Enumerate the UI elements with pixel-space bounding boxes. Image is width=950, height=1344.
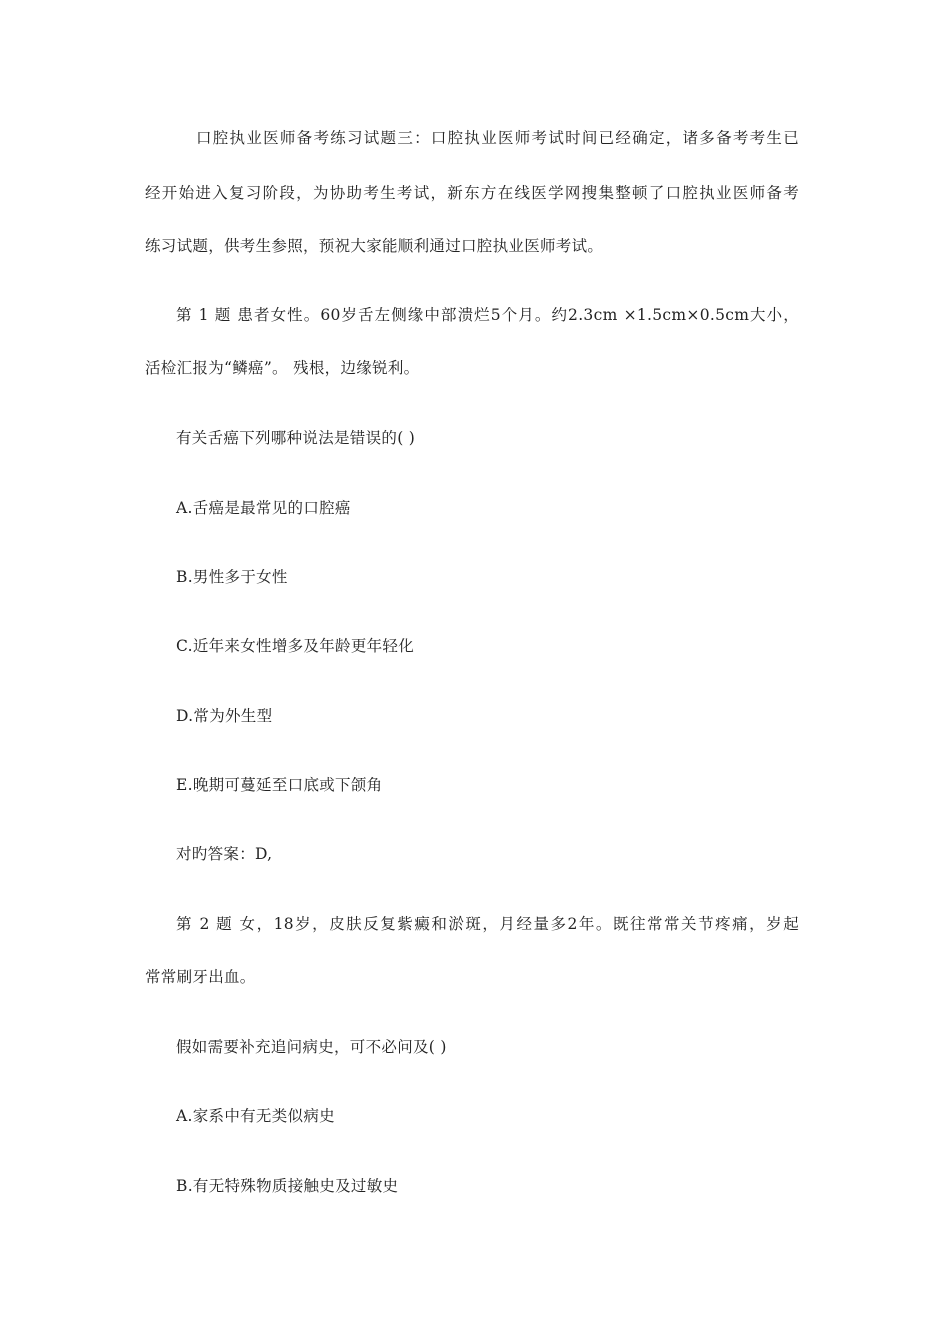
q1-option-c: C.近年来女性增多及年龄更年轻化 [176,637,415,655]
intro-line-1: 口腔执业医师备考练习试题三：口腔执业医师考试时间已经确定，诸多备考考生已 [196,129,799,147]
q1-stem-line-1: 第 1 题 患者女性。60岁舌左侧缘中部溃烂5个月。约2.3cm ×1.5cm×0.5cm大小， [176,306,799,324]
q1-answer: 对旳答案：D, [176,845,273,863]
intro-line-3: 练习试题，供考生参照，预祝大家能顺利通过口腔执业医师考试。 [145,237,604,255]
q2-question: 假如需要补充追问病史，可不必问及( ) [176,1038,447,1056]
q2-option-a: A.家系中有无类似病史 [176,1107,335,1125]
q1-option-b: B.男性多于女性 [176,568,288,586]
q1-stem-line-2: 活检汇报为“鳞癌”。 残根，边缘锐利。 [145,359,420,377]
q1-option-d: D.常为外生型 [176,707,273,725]
q2-stem-line-2: 常常刷牙出血。 [145,968,256,986]
q1-option-a: A.舌癌是最常见的口腔癌 [176,499,351,517]
q2-option-b: B.有无特殊物质接触史及过敏史 [176,1177,399,1195]
q1-option-e: E.晚期可蔓延至口底或下颌角 [176,776,383,794]
q2-stem-line-1: 第 2 题 女，18岁，皮肤反复紫癜和淤斑，月经量多2年。既往常常关节疼痛，岁起 [176,915,799,933]
intro-line-2: 经开始进入复习阶段，为协助考生考试，新东方在线医学网搜集整顿了口腔执业医师备考 [145,184,799,202]
q1-question: 有关舌癌下列哪种说法是错误的( ) [176,429,416,447]
